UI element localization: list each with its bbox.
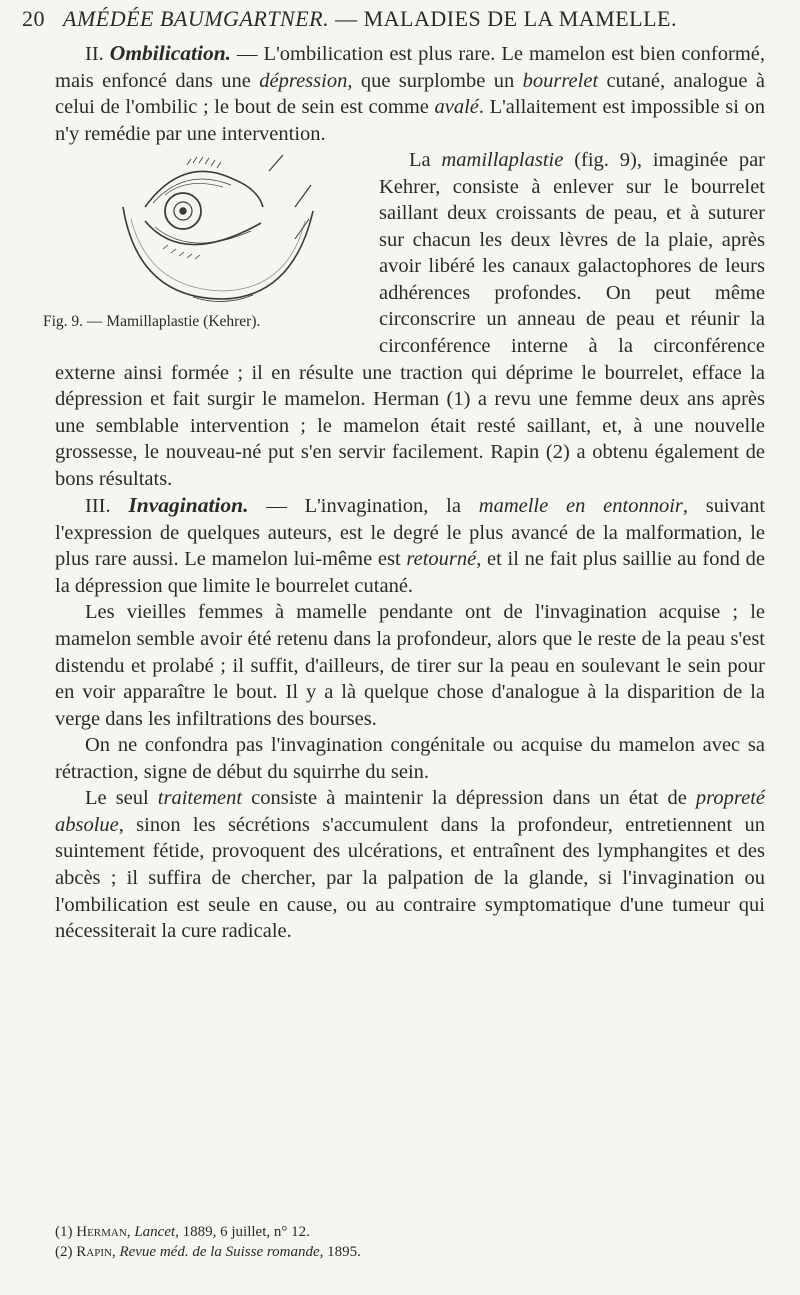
text-run: — L'invagination, la [248,495,479,518]
footnote-number: (1) [55,1224,73,1240]
footnote-number: (2) [55,1244,73,1260]
footnote [55,1242,755,1262]
footnote-detail: 1889, 6 juillet, n° 12. [178,1224,310,1240]
emphasis: traitement [157,787,243,810]
emphasis: propreté absolue [55,787,765,836]
text-run: . L'allaitement est impossible si on n'y remédie par une intervention. [55,96,765,145]
header-author: AMÉDÉE BAUMGARTNER. [63,6,330,31]
figure-9 [43,149,365,335]
section-number: II. [85,43,104,65]
text-run: Le seul [85,787,158,810]
footnote-author: Herman, [76,1224,131,1240]
figure-caption: Fig. 9. — Mamillaplastie (Kehrer). [43,313,261,331]
page-number: 20 [22,6,45,31]
body-text [43,40,766,945]
text-run: La [409,149,442,172]
footnote [55,1222,755,1242]
text-run: , sinon les sécrétions s'accumulent dans la profondeur, entretiennent un suintement fétide, provoquent des ulcérations, et entraînent des lymphangites et des abcès ; il suffira de chercher, par la palpation de la glande, si l'invagination ou l'ombilication est seule en cause, ou au contraire symptomatique d'une tumeur qui nécessiterait la cure radicale. [55,813,765,943]
footnote-author: Rapin, [76,1244,116,1260]
paragraph-invagination [55,492,765,599]
paragraph-vieilles-femmes: Les vieilles femmes à mamelle pendante ont de l'invagination acquise ; le mamelon semble avoir été retenu dans la profondeur, alors que le reste de la peau s'est distendu et prolabé ; il suffit, d'ailleurs, de tirer sur la peau en soulevant le sein pour en voir apparaître le bout. Il y a là quelque chose d'analogue à la disparition de la verge dans les infiltrations des bourses. [55,601,765,730]
section-heading-invagination: Invagination. [128,493,249,518]
footnotes [55,1222,755,1262]
emphasis: mamillaplastie [441,149,564,172]
paragraph-diagnostic: On ne confondra pas l'invagination congénitale ou acquise du mamelon avec sa rétraction, signe de début du squirrhe du sein. [55,734,765,783]
section-number: III. [85,495,111,518]
paragraph-traitement [55,785,765,944]
text-run: , que surplombe un [347,69,523,92]
footnote-source: Revue méd. de la Suisse romande, [119,1244,324,1260]
section-heading-ombilication: Ombilication. [109,41,232,65]
text-run: cutané, analogue à celui de l'ombilic ; le bout de sein est comme [55,69,765,119]
running-header [22,6,677,32]
emphasis: dépression [259,69,348,92]
text-run: , et il ne fait plus saillie au fond de la dépression que limite le bourrelet cutané. [55,548,765,597]
text-run: consiste à maintenir la dépression dans un état de [242,787,696,810]
mamillaplastie-illustration [83,149,333,309]
emphasis: mamelle en entonnoir [478,495,683,518]
paragraph-ombilication [55,40,765,147]
text-run: (fig. 9), imaginée par Kehrer, consiste à enlever sur le bourrelet saillant deux croissants de peau, et à suturer sur chacun les deux lèvres de la plaie, après avoir libéré les canaux galactophores de leurs adhérences profondes. On peut même circonscrire un anneau de peau et réunir la circonférence interne à la circonférence externe ainsi formée ; il en résulte une traction qui déprime le bourrelet, efface la dépression et fait surgir le mamelon. Herman (1) a revu une femme deux ans après une semblable intervention ; le mamelon était resté saillant, et, à une nouvelle grossesse, le nouveau-né put s'en servir facilement. Rapin (2) a obtenu également de bons résultats. [55,149,766,490]
text-run: — L'ombilication est plus rare. Le mamelon est bien conformé, mais enfoncé dans une [55,43,766,92]
emphasis: bourrelet [522,69,599,92]
footnote-detail: 1895. [323,1244,361,1260]
emphasis: retourné [406,548,477,571]
header-title: — MALADIES DE LA MAMELLE. [335,6,677,31]
text-run: , suivant l'expression de quelques auteurs, est le degré le plus avancé de la malformation, le plus rare aussi. Le mamelon lui-même est [55,495,766,571]
footnote-source: Lancet, [134,1224,179,1240]
emphasis: avalé [434,96,479,119]
